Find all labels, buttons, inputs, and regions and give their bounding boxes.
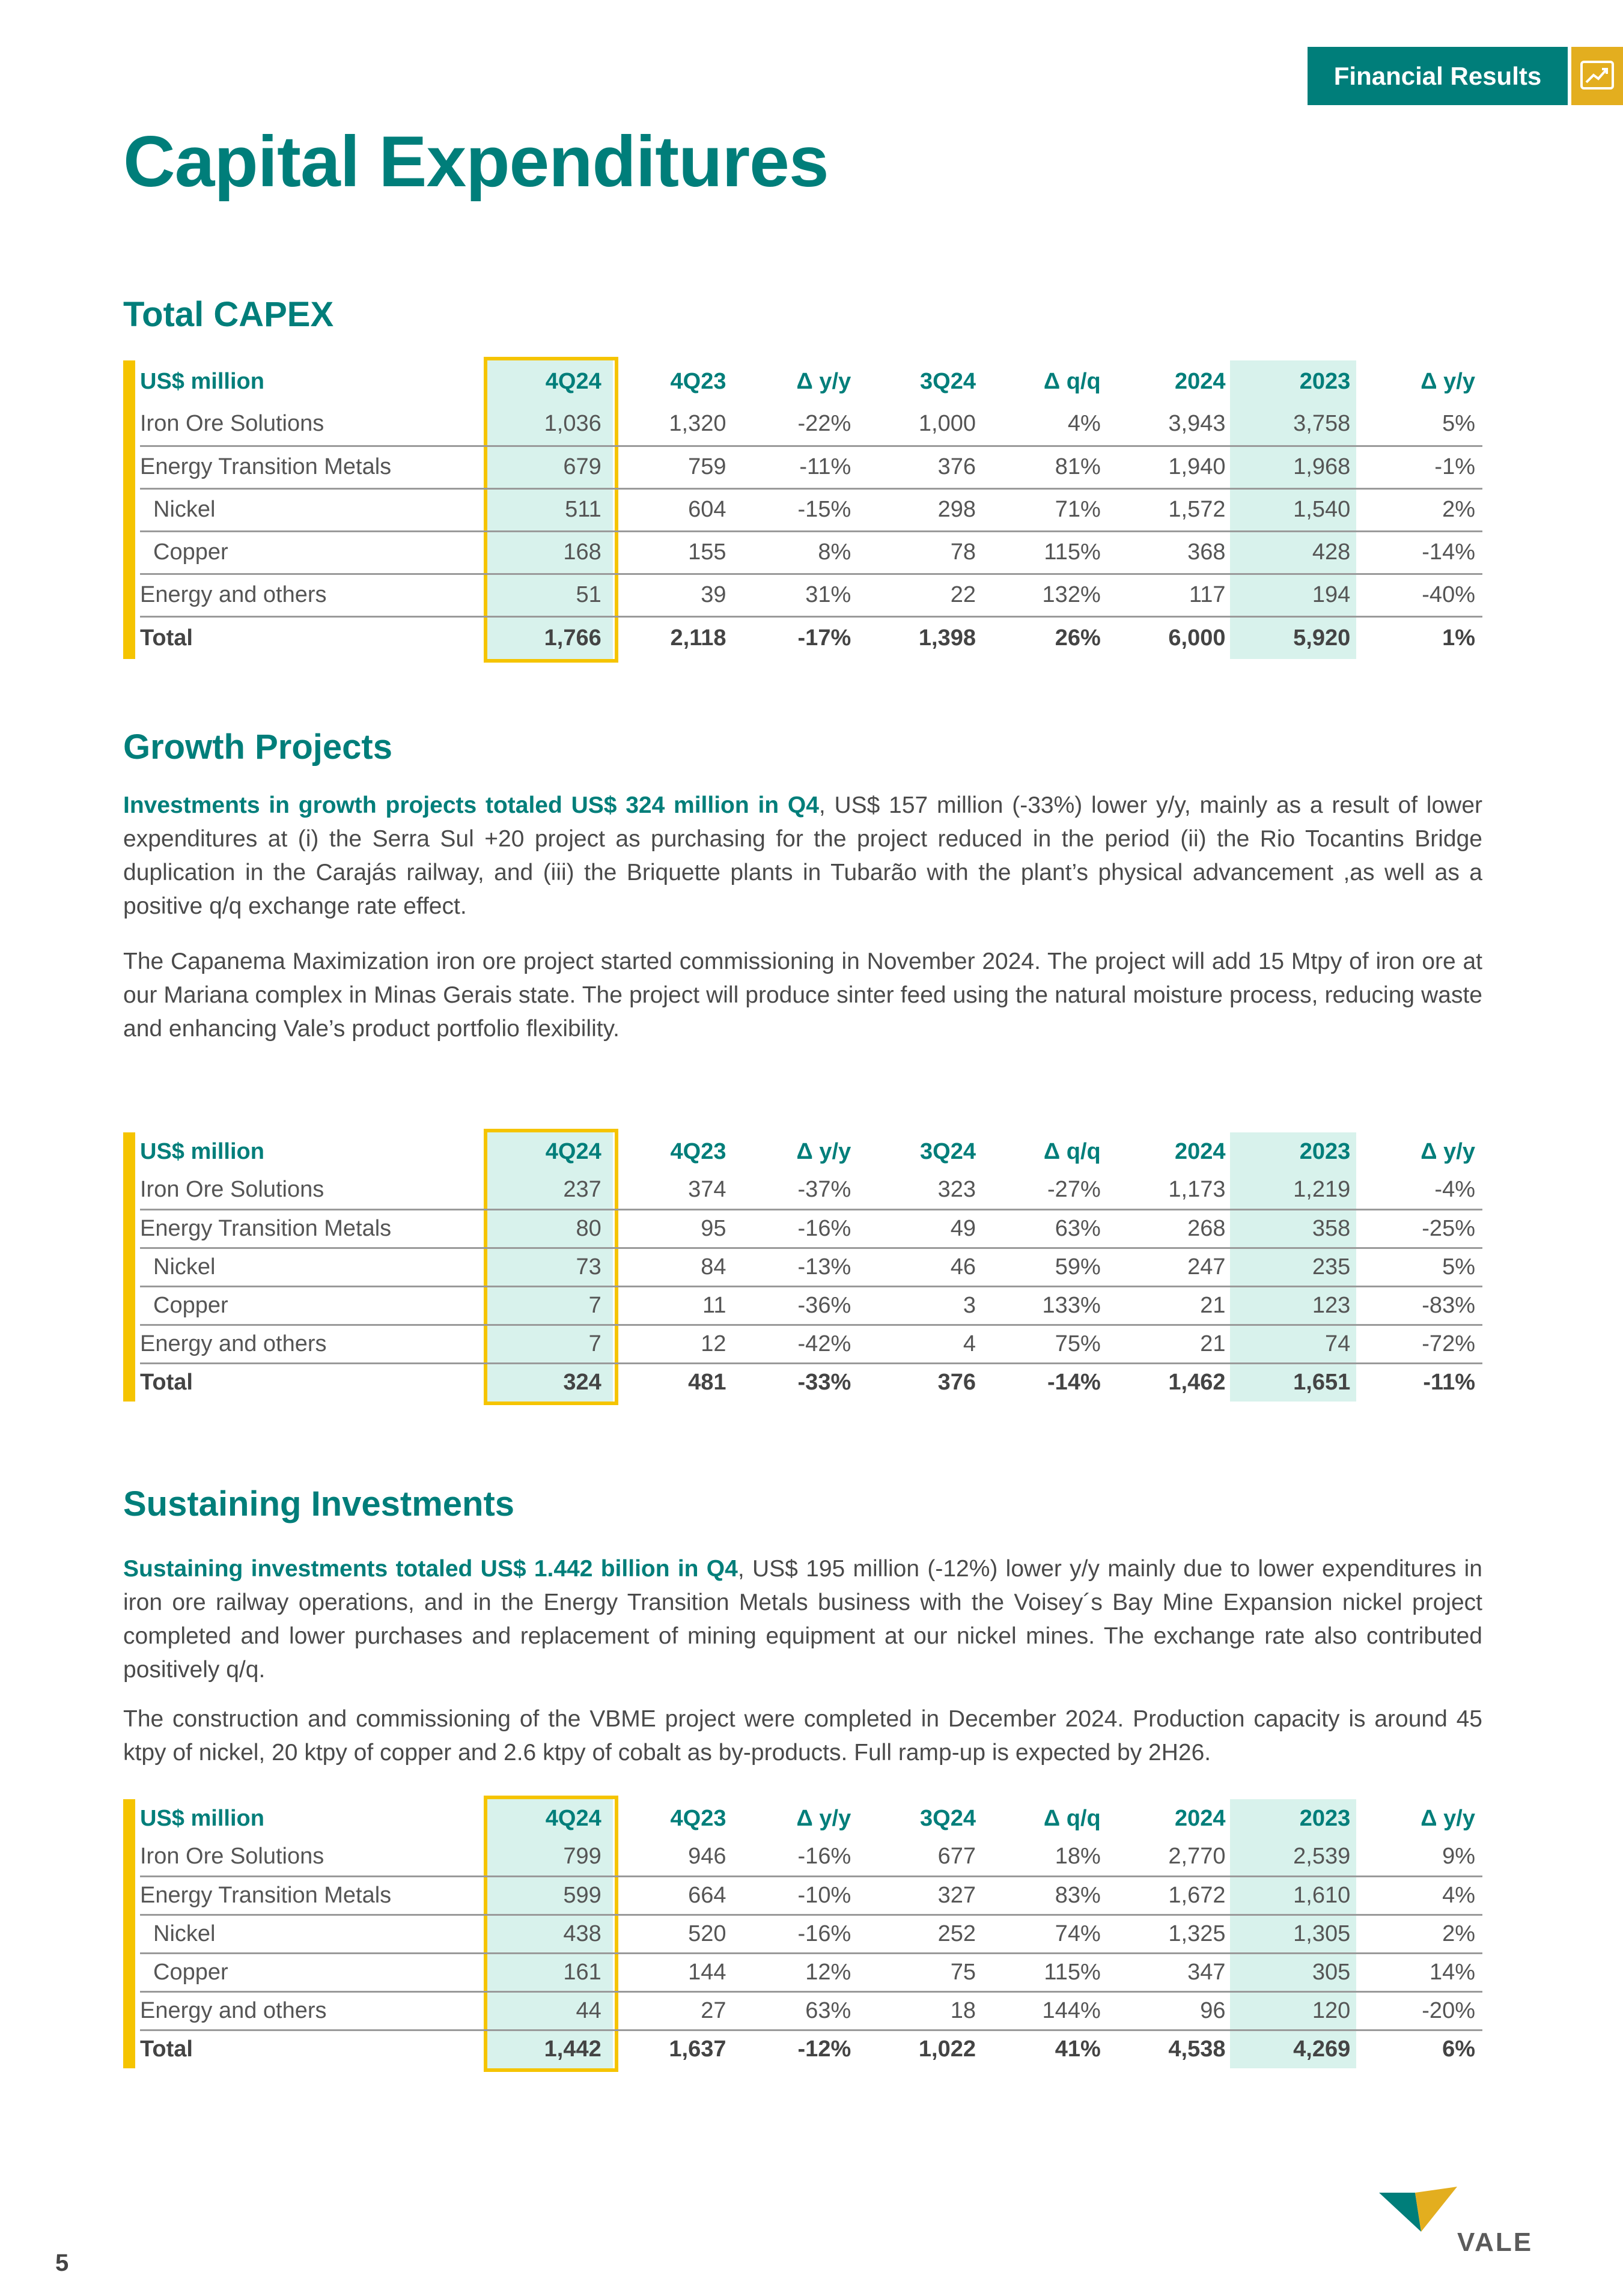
table-cell: -27% xyxy=(983,1171,1108,1209)
row-label: Nickel xyxy=(140,488,484,531)
table-cell: 71% xyxy=(983,488,1108,531)
table-cell: 4% xyxy=(1357,1876,1482,1915)
table-cell: 78 xyxy=(858,531,983,574)
table-cell: 235 xyxy=(1233,1248,1358,1286)
table-cell: 1,637 xyxy=(669,2036,726,2062)
row-label: Copper xyxy=(140,1286,484,1325)
growth-text: , US$ 157 million (-33%) lower y/y, mainly as a result of lower expenditures at (i) the Serra Sul +20 project as purchasing for the project reduced in the period (ii) the Rio Tocantins Bridge duplication in the Carajás railway, and (iii) the Briquette plants in Tubarão with the plant’s physical advancement ,as well as a positive q/q exchange rate effect. xyxy=(123,792,1482,919)
table-cell: -16% xyxy=(734,1915,859,1953)
growth-paragraph-1 xyxy=(123,789,1482,923)
table-cell: 946 xyxy=(609,1838,734,1876)
table-cell: -22% xyxy=(734,403,859,446)
table-cell: 18 xyxy=(858,1991,983,2030)
table-cell: 2% xyxy=(1357,1915,1482,1953)
table-cell: 4,538 xyxy=(1168,2036,1226,2062)
table-cell: 132% xyxy=(983,574,1108,616)
sustaining-paragraph-1 xyxy=(123,1552,1482,1687)
column-header: 3Q24 xyxy=(920,1805,976,1831)
sustaining-text: , US$ 195 million (-12%) lower y/y mainly due to lower expenditures in iron ore railway operations, and in the Energy Transition Metals business with the Voisey´s Bay Mine Expansion nickel project completed and lower purchases and replacement of mining equipment at our nickel mines. The exchange rate also contributed positively q/q. xyxy=(123,1556,1482,1683)
table-cell: 799 xyxy=(484,1838,609,1876)
table-cell: 75% xyxy=(983,1325,1108,1363)
growth-projects-table xyxy=(123,1132,1482,1402)
column-header: 4Q24 xyxy=(545,1138,601,1164)
table-cell: 1,672 xyxy=(1108,1876,1233,1915)
total-capex-table xyxy=(123,360,1482,659)
vale-logo-text: VALE xyxy=(1457,2228,1533,2257)
table-cell: 1,572 xyxy=(1108,488,1233,531)
column-header: US$ million xyxy=(140,369,264,394)
table-cell: -83% xyxy=(1357,1286,1482,1325)
table-row xyxy=(140,1876,1482,1915)
table-cell: 74% xyxy=(983,1915,1108,1953)
table-cell: -33% xyxy=(797,1370,851,1396)
table-cell: 41% xyxy=(1055,2036,1101,2062)
table-cell: 27 xyxy=(609,1991,734,2030)
table-cell: 81% xyxy=(983,446,1108,488)
table-cell: -42% xyxy=(734,1325,859,1363)
row-label: Iron Ore Solutions xyxy=(140,1838,484,1876)
table-cell: 237 xyxy=(484,1171,609,1209)
table-cell: -15% xyxy=(734,488,859,531)
table-cell: 18% xyxy=(983,1838,1108,1876)
table-cell: 481 xyxy=(688,1370,726,1396)
table-cell: 5% xyxy=(1357,1248,1482,1286)
column-header: 2023 xyxy=(1299,1805,1351,1831)
table-cell: 5,920 xyxy=(1293,625,1351,651)
column-header: 3Q24 xyxy=(920,1138,976,1164)
table-cell: -16% xyxy=(734,1838,859,1876)
page-title: Capital Expenditures xyxy=(123,121,829,202)
table-cell: -14% xyxy=(1357,531,1482,574)
table-cell: 2% xyxy=(1357,488,1482,531)
table-cell: 4 xyxy=(858,1325,983,1363)
table-cell: -11% xyxy=(1423,1370,1475,1396)
table-cell: 74 xyxy=(1233,1325,1358,1363)
table-accent-bar xyxy=(123,1799,135,2068)
table-cell: 1,219 xyxy=(1233,1171,1358,1209)
column-header: 2023 xyxy=(1299,1138,1351,1164)
table-cell: 1,651 xyxy=(1293,1370,1351,1396)
table-cell: 438 xyxy=(484,1915,609,1953)
table-cell: 83% xyxy=(983,1876,1108,1915)
table-row xyxy=(140,1953,1482,1991)
table-cell: -16% xyxy=(734,1209,859,1248)
table-cell: 428 xyxy=(1233,531,1358,574)
row-label: Iron Ore Solutions xyxy=(140,1171,484,1209)
table-cell: 1,462 xyxy=(1168,1370,1226,1396)
table-cell: 11 xyxy=(609,1286,734,1325)
table-cell: 161 xyxy=(484,1953,609,1991)
table-cell: 374 xyxy=(609,1171,734,1209)
table-cell: 327 xyxy=(858,1876,983,1915)
column-header: Δ q/q xyxy=(1043,1805,1101,1831)
table-cell: 1,766 xyxy=(544,625,601,651)
chart-icon xyxy=(1571,47,1623,105)
table-cell: -13% xyxy=(734,1248,859,1286)
table-cell: 63% xyxy=(734,1991,859,2030)
table-cell: 75 xyxy=(858,1953,983,1991)
row-label: Energy and others xyxy=(140,574,484,616)
sustaining-investments-title: Sustaining Investments xyxy=(123,1484,515,1523)
total-row xyxy=(140,2030,1482,2068)
table-cell: 247 xyxy=(1108,1248,1233,1286)
table-row xyxy=(140,531,1482,574)
table-cell: 305 xyxy=(1233,1953,1358,1991)
table-cell: 4% xyxy=(983,403,1108,446)
row-label: Total xyxy=(140,2036,193,2062)
table-cell: 12 xyxy=(609,1325,734,1363)
row-label: Energy Transition Metals xyxy=(140,1209,484,1248)
row-label: Energy and others xyxy=(140,1991,484,2030)
table-row xyxy=(140,1325,1482,1363)
table-cell: 3,943 xyxy=(1108,403,1233,446)
column-header: 4Q23 xyxy=(670,369,726,394)
table-cell: 31% xyxy=(734,574,859,616)
table-cell: 7 xyxy=(484,1325,609,1363)
table-cell: 520 xyxy=(609,1915,734,1953)
column-header: Δ q/q xyxy=(1043,369,1101,394)
column-header: 2023 xyxy=(1299,369,1351,394)
table-cell: 59% xyxy=(983,1248,1108,1286)
table-row xyxy=(140,1838,1482,1876)
table-cell: 324 xyxy=(563,1370,601,1396)
column-header: 4Q24 xyxy=(545,369,601,394)
table-cell: -37% xyxy=(734,1171,859,1209)
table-cell: 1,442 xyxy=(544,2036,601,2062)
table-cell: 1,940 xyxy=(1108,446,1233,488)
table-cell: -17% xyxy=(797,625,851,651)
row-label: Energy Transition Metals xyxy=(140,1876,484,1915)
sustaining-paragraph-2: The construction and commissioning of the VBME project were completed in December 2024. Production capacity is around 45 ktpy of nickel, 20 ktpy of copper and 2.6 ktpy of cobalt as by-products. Full ramp-up is expected by 2H26. xyxy=(123,1706,1482,1766)
table-cell: -72% xyxy=(1357,1325,1482,1363)
table-cell: 1,173 xyxy=(1108,1171,1233,1209)
table-cell: 51 xyxy=(484,574,609,616)
table-cell: 115% xyxy=(983,1953,1108,1991)
row-label: Total xyxy=(140,625,193,651)
table-cell: 2,118 xyxy=(670,625,726,651)
table-cell: 115% xyxy=(983,531,1108,574)
table-cell: -40% xyxy=(1357,574,1482,616)
table-row xyxy=(140,1286,1482,1325)
row-label: Copper xyxy=(140,1953,484,1991)
column-header: US$ million xyxy=(140,1138,264,1164)
column-header: Δ y/y xyxy=(1421,1138,1475,1164)
table-cell: 5% xyxy=(1357,403,1482,446)
table-cell: 8% xyxy=(734,531,859,574)
table-cell: -36% xyxy=(734,1286,859,1325)
table-cell: -20% xyxy=(1357,1991,1482,2030)
row-label: Energy Transition Metals xyxy=(140,446,484,488)
table-cell: 80 xyxy=(484,1209,609,1248)
table-cell: 49 xyxy=(858,1209,983,1248)
table-cell: 117 xyxy=(1108,574,1233,616)
row-label: Nickel xyxy=(140,1248,484,1286)
table-row xyxy=(140,1171,1482,1209)
table-cell: 323 xyxy=(858,1171,983,1209)
table-cell: 1,540 xyxy=(1233,488,1358,531)
table-cell: 599 xyxy=(484,1876,609,1915)
table-cell: -14% xyxy=(1047,1370,1101,1396)
page-number: 5 xyxy=(55,2250,69,2276)
section-badge: Financial Results xyxy=(1308,47,1568,105)
table-cell: 252 xyxy=(858,1915,983,1953)
table-cell: 21 xyxy=(1108,1286,1233,1325)
table-cell: 2,539 xyxy=(1233,1838,1358,1876)
table-cell: 1,398 xyxy=(918,625,976,651)
column-header: 3Q24 xyxy=(920,369,976,394)
table-cell: 46 xyxy=(858,1248,983,1286)
column-header: 2024 xyxy=(1174,1805,1226,1831)
table-row xyxy=(140,446,1482,488)
table-cell: 73 xyxy=(484,1248,609,1286)
table-header-row xyxy=(140,1799,1482,1838)
table-accent-bar xyxy=(123,1132,135,1402)
table-cell: 96 xyxy=(1108,1991,1233,2030)
table-cell: 9% xyxy=(1357,1838,1482,1876)
column-header: 4Q23 xyxy=(670,1138,726,1164)
row-label: Energy and others xyxy=(140,1325,484,1363)
table-cell: 1,022 xyxy=(918,2036,976,2062)
table-cell: 511 xyxy=(484,488,609,531)
column-header: 2024 xyxy=(1174,369,1226,394)
growth-projects-title: Growth Projects xyxy=(123,727,392,767)
table-cell: 3,758 xyxy=(1233,403,1358,446)
table-cell: 759 xyxy=(609,446,734,488)
table-cell: 1,000 xyxy=(858,403,983,446)
table-cell: 368 xyxy=(1108,531,1233,574)
table-cell: 677 xyxy=(858,1838,983,1876)
table-header-row xyxy=(140,360,1482,403)
table-cell: 39 xyxy=(609,574,734,616)
table-cell: 376 xyxy=(858,446,983,488)
table-cell: 155 xyxy=(609,531,734,574)
row-label: Copper xyxy=(140,531,484,574)
table-cell: 168 xyxy=(484,531,609,574)
table-cell: -4% xyxy=(1357,1171,1482,1209)
table-cell: 1,325 xyxy=(1108,1915,1233,1953)
table-cell: 123 xyxy=(1233,1286,1358,1325)
column-header: 4Q24 xyxy=(545,1805,601,1831)
table-cell: 664 xyxy=(609,1876,734,1915)
total-row xyxy=(140,616,1482,659)
total-row xyxy=(140,1363,1482,1402)
table-cell: -12% xyxy=(797,2036,851,2062)
column-header: Δ y/y xyxy=(1421,369,1475,394)
table-cell: 6% xyxy=(1442,2036,1475,2062)
table-row xyxy=(140,1248,1482,1286)
table-cell: 14% xyxy=(1357,1953,1482,1991)
table-row xyxy=(140,403,1482,446)
table-cell: 26% xyxy=(1055,625,1101,651)
total-capex-title: Total CAPEX xyxy=(123,295,334,334)
column-header: 4Q23 xyxy=(670,1805,726,1831)
table-cell: 1,036 xyxy=(484,403,609,446)
column-header: US$ million xyxy=(140,1805,264,1831)
sustaining-investments-table xyxy=(123,1799,1482,2068)
table-row xyxy=(140,488,1482,531)
table-cell: 63% xyxy=(983,1209,1108,1248)
table-cell: 22 xyxy=(858,574,983,616)
table-cell: 84 xyxy=(609,1248,734,1286)
table-cell: 133% xyxy=(983,1286,1108,1325)
row-label: Nickel xyxy=(140,1915,484,1953)
sustaining-highlight: Sustaining investments totaled US$ 1.442 billion in Q4 xyxy=(123,1556,738,1582)
growth-paragraph-2: The Capanema Maximization iron ore project started commissioning in November 2024. The project will add 15 Mtpy of iron ore at our Mariana complex in Minas Gerais state. The project will produce sinter feed using the natural moisture process, reducing waste and enhancing Vale’s product portfolio flexibility. xyxy=(123,949,1482,1042)
table-cell: 2,770 xyxy=(1108,1838,1233,1876)
table-row xyxy=(140,1209,1482,1248)
table-cell: 1% xyxy=(1442,625,1475,651)
table-cell: 358 xyxy=(1233,1209,1358,1248)
table-cell: -25% xyxy=(1357,1209,1482,1248)
table-cell: 1,320 xyxy=(609,403,734,446)
table-cell: -1% xyxy=(1357,446,1482,488)
table-cell: 1,968 xyxy=(1233,446,1358,488)
growth-highlight: Investments in growth projects totaled US$ 324 million in Q4 xyxy=(123,792,819,818)
table-cell: 679 xyxy=(484,446,609,488)
table-cell: 298 xyxy=(858,488,983,531)
table-cell: -10% xyxy=(734,1876,859,1915)
column-header: 2024 xyxy=(1174,1138,1226,1164)
table-header-row xyxy=(140,1132,1482,1171)
row-label: Iron Ore Solutions xyxy=(140,403,484,446)
column-header: Δ y/y xyxy=(796,1805,851,1831)
column-header: Δ y/y xyxy=(796,1138,851,1164)
column-header: Δ y/y xyxy=(1421,1805,1475,1831)
table-cell: 268 xyxy=(1108,1209,1233,1248)
table-cell: 347 xyxy=(1108,1953,1233,1991)
table-cell: 44 xyxy=(484,1991,609,2030)
column-header: Δ q/q xyxy=(1043,1138,1101,1164)
table-row xyxy=(140,1991,1482,2030)
table-cell: 120 xyxy=(1233,1991,1358,2030)
table-cell: 144% xyxy=(983,1991,1108,2030)
table-cell: 194 xyxy=(1233,574,1358,616)
row-label: Total xyxy=(140,1370,193,1396)
table-cell: 1,610 xyxy=(1233,1876,1358,1915)
table-row xyxy=(140,574,1482,616)
table-cell: -11% xyxy=(734,446,859,488)
table-row xyxy=(140,1915,1482,1953)
table-cell: 21 xyxy=(1108,1325,1233,1363)
column-header: Δ y/y xyxy=(796,369,851,394)
table-accent-bar xyxy=(123,360,135,659)
table-cell: 4,269 xyxy=(1293,2036,1351,2062)
table-cell: 6,000 xyxy=(1168,625,1226,651)
table-cell: 376 xyxy=(937,1370,976,1396)
table-cell: 12% xyxy=(734,1953,859,1991)
table-cell: 604 xyxy=(609,488,734,531)
table-cell: 1,305 xyxy=(1233,1915,1358,1953)
table-cell: 95 xyxy=(609,1209,734,1248)
table-cell: 7 xyxy=(484,1286,609,1325)
table-cell: 3 xyxy=(858,1286,983,1325)
table-cell: 144 xyxy=(609,1953,734,1991)
